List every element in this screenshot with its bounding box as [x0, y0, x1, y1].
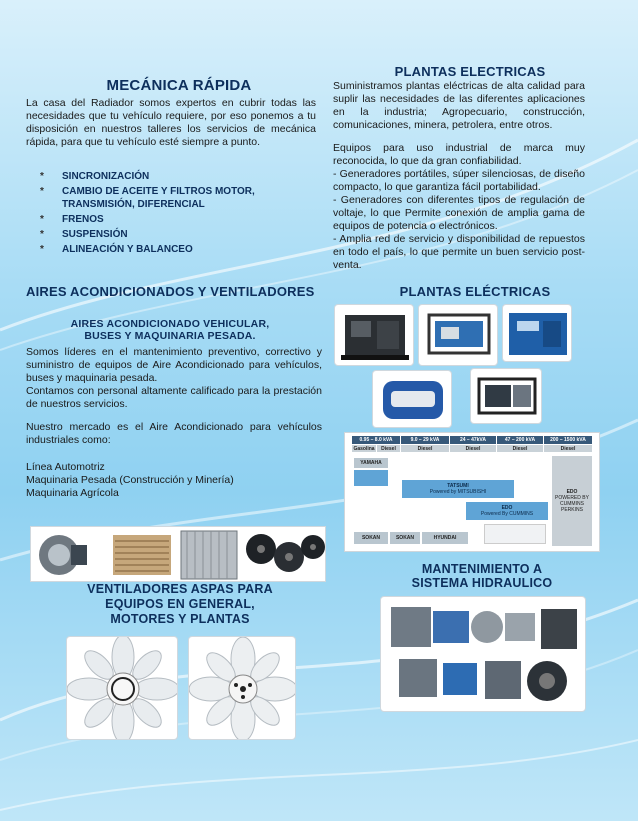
- plantas-p1: Suministramos plantas eléctricas de alta calidad para suplir las necesidades de las diferentes aplicaciones en la industria; Agropecuario, construcción, comunicaciones, minera, petrolera, entre otros.: [333, 80, 585, 131]
- mecanica-intro-text: La casa del Radiador somos expertos en cubrir todas las necesidades que tu vehículo requiere, por eso ponemos a tu disposición en nuestros talleres los servicios de mecánica rápida, para que tu vehículo esté siempre a punto.: [26, 97, 316, 148]
- list-item: * CAMBIO DE ACEITE Y FILTROS MOTOR, TRANSMISIÓN, DIFERENCIAL: [40, 186, 255, 210]
- generator-photo-5: [470, 368, 542, 424]
- generator-photo-1: [334, 304, 414, 366]
- chart-tatsumi-bar: TATSUMI Powered by MITSUBISHI: [402, 480, 514, 498]
- chart-fuel-cell: Diesel: [377, 445, 400, 452]
- chart-sokan-bar-2: SOKAN: [390, 532, 420, 544]
- chart-hyundai-bar: HYUNDAI: [422, 532, 468, 544]
- chart-fuel-cell: Diesel: [544, 445, 592, 452]
- chart-yamaha-bar: YAMAHA: [354, 458, 388, 468]
- aires-p1: Somos líderes en el mantenimiento preventivo, correctivo y suministro de equipos de Aire Acondicionado para vehículos, buses y maquinaria pesada.: [26, 346, 322, 384]
- mecanica-intro: [26, 97, 316, 149]
- plantas-line: - Generadores con diferentes tipos de regulación de voltaje, lo que Permite conexión de amplia gama de equipos de potencia o electrónicos.: [333, 194, 585, 232]
- aires-line: Maquinaria Pesada (Construcción y Minería): [26, 474, 234, 486]
- hidraulico-title: MANTENIMIENTO A SISTEMA HIDRAULICO: [411, 562, 553, 590]
- list-item: * SUSPENSIÓN: [40, 229, 128, 240]
- chart-header-cell: 200 – 1500 kVA: [544, 436, 592, 444]
- chart-header-cell: 0.95 – 8.0 kVA: [352, 436, 400, 444]
- chart-note-box: [484, 524, 546, 544]
- chart-fuel-cell: Diesel: [401, 445, 449, 452]
- aires-p3: Nuestro mercado es el Aire Acondicionado para vehículos industriales como:: [26, 421, 322, 446]
- aires-p2: Contamos con personal altamente calificado para la prestación de nuestros servicios.: [26, 385, 322, 410]
- generator-photo-4: [372, 370, 452, 428]
- chart-sokan-bar-1: SOKAN: [354, 532, 388, 544]
- fan-blade-photo-2: [188, 636, 296, 740]
- generator-photo-2: [418, 304, 498, 366]
- aires-line: Maquinaria Agrícola: [26, 487, 119, 499]
- chart-header-cell: 9.0 – 29 kVA: [401, 436, 449, 444]
- chart-header-cell: 24 – 47kVA: [450, 436, 496, 444]
- chart-fuel-cell: Diesel: [450, 445, 496, 452]
- plantas-text-body: [333, 80, 585, 272]
- chart-fuel-cell: Gasolina: [353, 445, 375, 452]
- plantas-gallery-title: PLANTAS ELÉCTRICAS: [399, 284, 551, 299]
- plantas-line: - Generadores portátiles, súper silenciosas, de diseño compacto, lo que garantiza fácil portabilidad.: [333, 168, 585, 193]
- aires-body: [26, 346, 322, 500]
- plantas-line: - Amplia red de servicio y disponibilidad de repuestos en todo el país, lo que permite un buen servicio post-venta.: [333, 233, 585, 271]
- plantas-line: Equipos para uso industrial de marca muy reconocida, lo que da gran confiabilidad.: [333, 142, 585, 167]
- aires-title: AIRES ACONDICIONADOS Y VENTILADORES: [26, 284, 315, 299]
- chart-edo-mid-bar: EDO Powered By CUMMINS: [466, 502, 548, 520]
- hydraulic-pumps-photo: [380, 596, 586, 712]
- generator-photo-3: [502, 304, 572, 362]
- chart-header-row: [352, 436, 592, 444]
- chart-header-cell: 47 – 200 kVA: [497, 436, 543, 444]
- list-item: * ALINEACIÓN Y BALANCEO: [40, 244, 193, 255]
- chart-fuel-row: [352, 445, 592, 452]
- aires-subtitle: AIRES ACONDICIONADO VEHICULAR, BUSES Y MAQUINARIA PESADA.: [70, 318, 270, 342]
- chart-fuel-cell: Diesel: [497, 445, 543, 452]
- chart-edo-right-bar: EDO POWERED BY CUMMINS PERKINS: [552, 456, 592, 546]
- mecanica-service-list: [40, 170, 320, 258]
- ac-parts-photo-strip: [30, 526, 326, 582]
- aires-line: Línea Automotriz: [26, 461, 105, 473]
- fan-blade-photo-1: [66, 636, 178, 740]
- mecanica-title: MECÁNICA RÁPIDA: [106, 77, 252, 94]
- list-item: * SINCRONIZACIÓN: [40, 171, 150, 182]
- plantas-text-title: PLANTAS ELECTRICAS: [394, 64, 546, 79]
- chart-yamaha-range: [354, 470, 388, 486]
- list-item: * FRENOS: [40, 214, 104, 225]
- ventiladores-title: VENTILADORES ASPAS PARA EQUIPOS EN GENERAL, MOTORES Y PLANTAS: [87, 582, 273, 626]
